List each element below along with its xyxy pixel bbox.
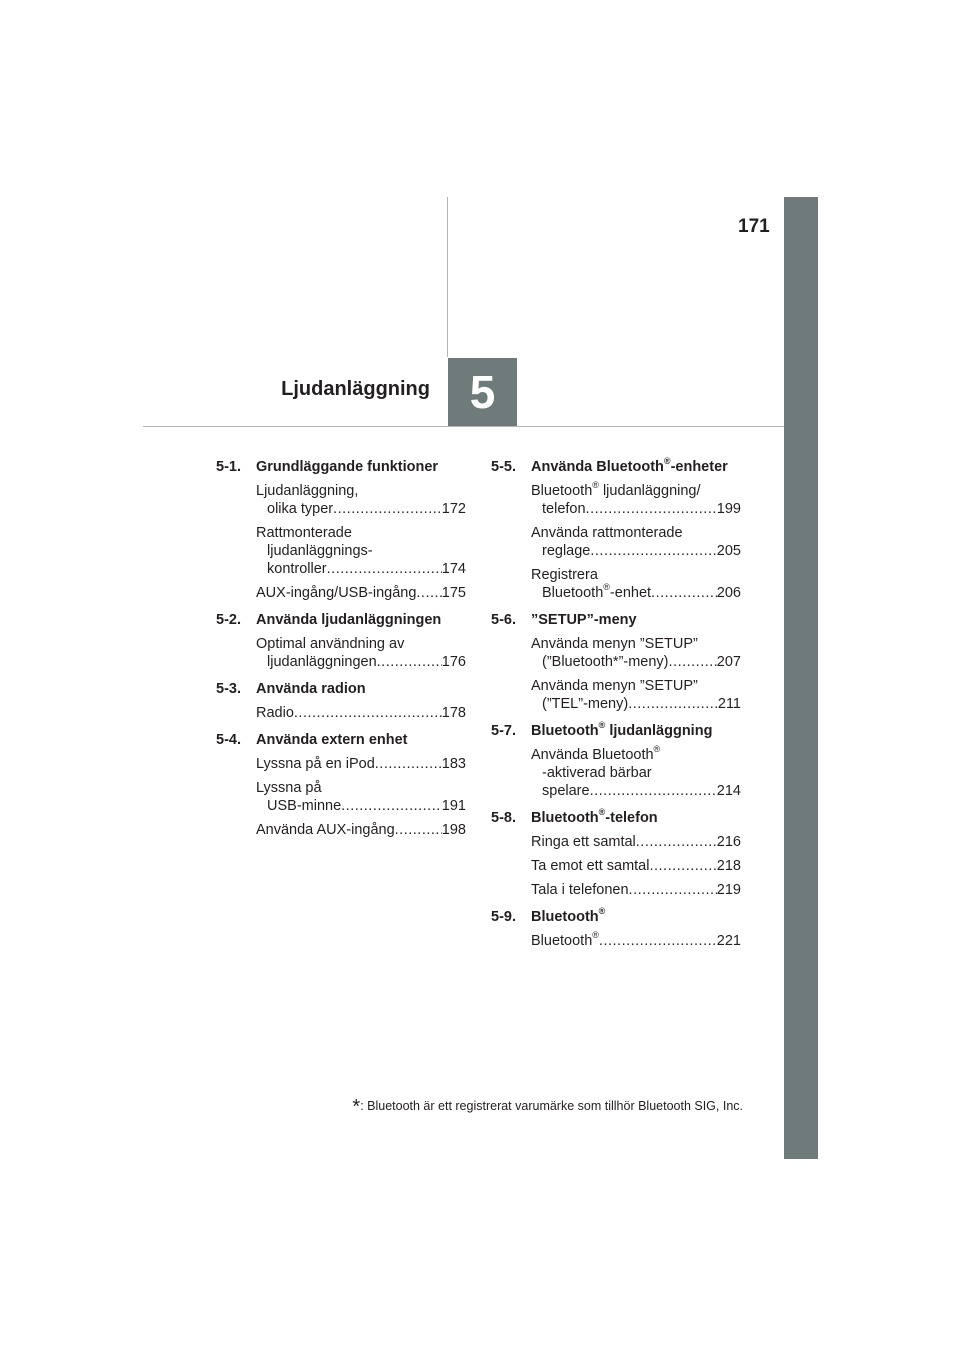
toc-section: 5-9. Bluetooth® — [491, 906, 606, 925]
toc-entry[interactable]: Rattmonterade ljudanläggnings- kontroller ..... 174 — [256, 524, 466, 578]
toc-left-column — [216, 458, 466, 845]
horizontal-rule — [143, 426, 784, 427]
toc-entry[interactable]: Använda Bluetooth® -aktiverad bärbar spelare ..... 214 — [531, 746, 741, 800]
footnote: *: Bluetooth är ett registrerat varumärke som tillhör Bluetooth SIG, Inc. — [352, 1096, 743, 1118]
toc-entry[interactable]: Radio ..... 178 — [256, 704, 466, 722]
toc-entry[interactable]: Registrera Bluetooth®-enhet ..... 206 — [531, 566, 741, 602]
toc-section: 5-6. ”SETUP”-meny — [491, 612, 637, 628]
toc-entry[interactable]: AUX-ingång/USB-ingång ..... 175 — [256, 584, 466, 602]
toc-entry[interactable]: Använda menyn ”SETUP” (”TEL”-meny) ..... 211 — [531, 677, 741, 713]
toc-right-column — [491, 458, 741, 956]
toc-section: 5-5. Använda Bluetooth®-enheter — [491, 456, 728, 475]
chapter-number-tab: 5 — [448, 358, 517, 426]
toc-section: 5-8. Bluetooth®-telefon — [491, 807, 658, 826]
chapter-title: Ljudanläggning — [281, 378, 430, 400]
toc-section: 5-7. Bluetooth® ljudanläggning — [491, 720, 713, 739]
toc-entry[interactable]: Ta emot ett samtal ..... 218 — [531, 857, 741, 875]
toc-entry[interactable]: Använda AUX-ingång ..... 198 — [256, 821, 466, 839]
toc-entry[interactable]: Ringa ett samtal ..... 216 — [531, 833, 741, 851]
toc-section: 5-4. Använda extern enhet — [216, 732, 408, 748]
toc-section: 5-2. Använda ljudanläggningen — [216, 612, 442, 628]
toc-entry[interactable]: Använda rattmonterade reglage ..... 205 — [531, 524, 741, 560]
toc-entry[interactable]: Lyssna på USB-minne ..... 191 — [256, 779, 466, 815]
toc-entry[interactable]: Använda menyn ”SETUP” (”Bluetooth*”-meny) ..... 207 — [531, 635, 741, 671]
toc-entry[interactable]: Ljudanläggning, olika typer ..... 172 — [256, 482, 466, 518]
toc-entry[interactable]: Bluetooth® ljudanläggning/ telefon ..... 199 — [531, 482, 741, 518]
toc-section: 5-3. Använda radion — [216, 681, 366, 697]
page-number: 171 — [738, 216, 770, 237]
chapter-side-tab — [784, 197, 818, 1159]
toc-entry[interactable]: Optimal användning av ljudanläggningen ..... 176 — [256, 635, 466, 671]
toc-entry[interactable]: Bluetooth® ..... 221 — [531, 932, 741, 950]
toc-section: 5-1. Grundläggande funktioner — [216, 459, 439, 475]
vertical-rule — [447, 197, 448, 357]
toc-entry[interactable]: Tala i telefonen ..... 219 — [531, 881, 741, 899]
toc-entry[interactable]: Lyssna på en iPod ..... 183 — [256, 755, 466, 773]
